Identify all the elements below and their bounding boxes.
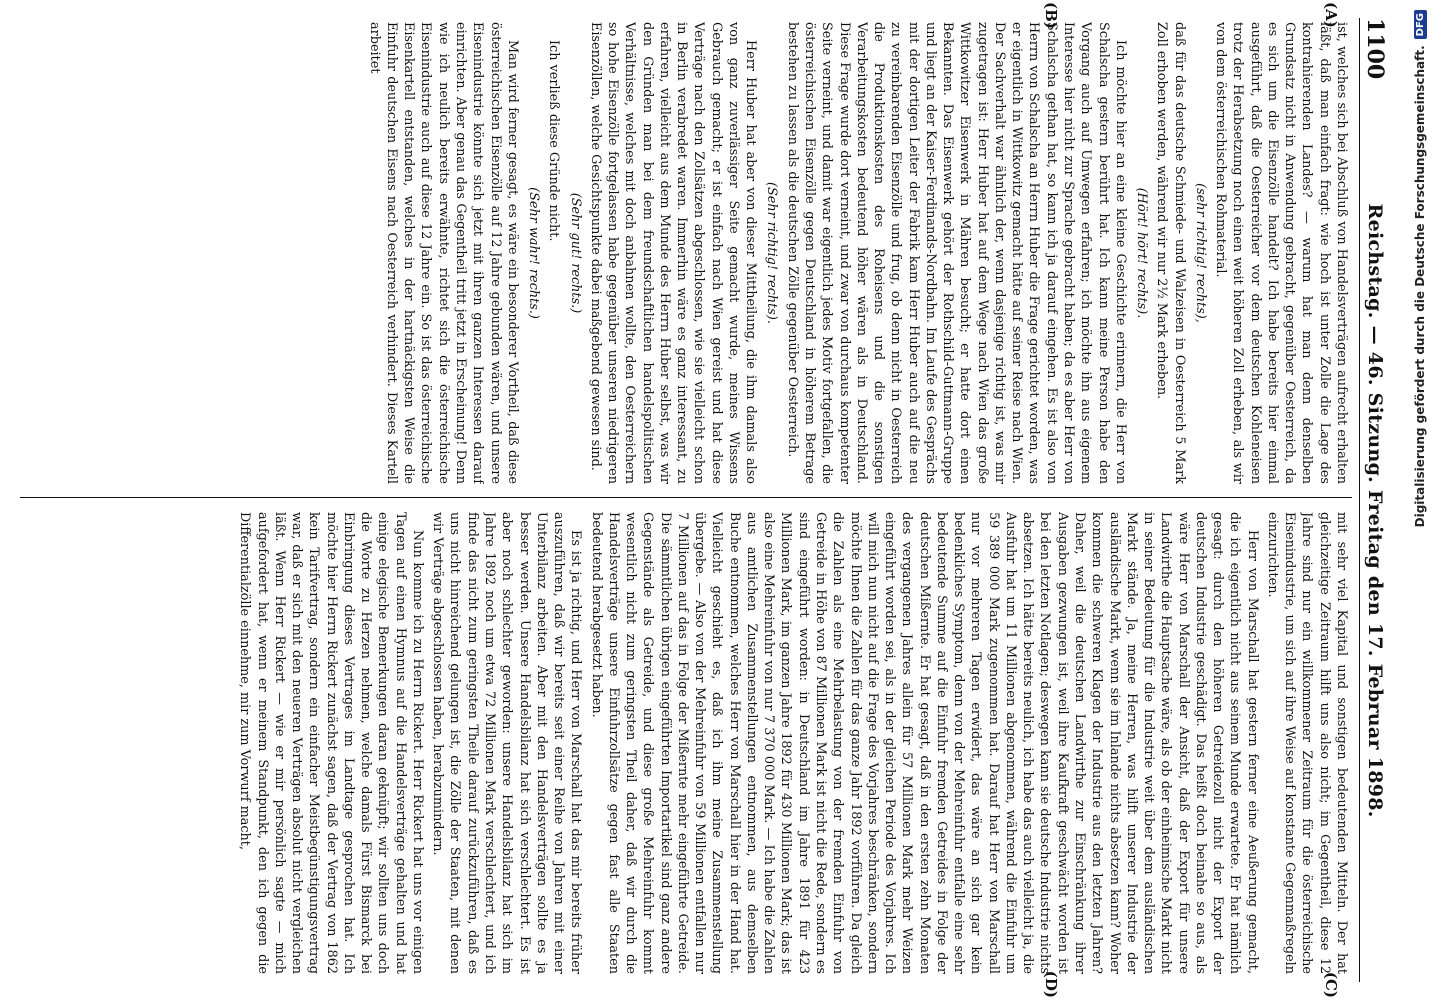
- left-column: [22, 22, 1350, 484]
- paragraph: Es ist ja richtig, und Herr von Marschall hat das mir bereits früher auszuführen, daß wir bereits seit einer Reihe von Jahren mit einer Unterbilanz arbeiten. Aber mit den Handelsverträgen sollte es ja besser werden. Unsere Handelsbilanz hat sich verschlechtert. Es ist aber noch schlechter geworden: unsere Handelsbilanz hat sich im Jahre 1892 noch um etwa 72 Millionen Mark verschlechtert, und ich finde das nicht zum geringsten Theile darauf zurückzuführen, daß es uns nicht hinreichend gelungen ist, die Zölle der Staaten, mit denen wir Verträge abgeschlossen haben, herabzumindern.: [430, 512, 584, 974]
- dfg-logo: DFG: [1414, 10, 1427, 39]
- page-number: 1100: [1362, 18, 1388, 80]
- paragraph: Herr Huber hat aber von dieser Mittheilung, die ihm damals also von ganz zuverlässiger Seite gemacht wurde, meines Wissens Gebrauch gemacht; er ist einfach nach Wien gereist und hat diese Verträge nach den Zollsätzen abgeschlossen, wie sie vielleicht schon in Berlin verabredet waren. Immerhin wäre es ganz interessant, zu erfahren, vielleicht aus dem Munde des Herrn Huber selbst, was wir den Gründen man bei dem freundschaftlichen handelspolitischen Verhältnisse, welches mit doch anbahnen wollte, den Oesterreichern so hohe Eisenzölle fortgelassen habe gegenüber unseren niedrigeren Eisenzöllen, welche Gesichtspunkte dabei maßgebend gewesen sind.: [587, 22, 759, 484]
- paragraph: Herr von Marschall hat gestern ferner eine Aeußerung gemacht, die ich eigentlich nicht aus seinem Munde erwartete. Er hat nämlich gesagt: durch den höheren Getreidezoll nicht der Export der deutschen Industrie geschädigt. Das heißt doch beinahe so aus, als wäre Herr von Marschall der Ansicht, daß der Export für unsere Landwirthe die Hauptsache wäre, als ob der einheimische Markt nicht in seiner Bedeutung für die Industrie weit über dem ausländischen Markt stände. Ja, meine Herren, was hilft unserer Industrie der ausländische Markt, wenn sie im Inlande nichts absetzen kann? Woher kommen die schweren Klagen der Industrie aus den letzten Jahren? Daher, weil die deutschen Landwirthe zur Einschränkung ihrer Ausgaben gezwungen ist, weil ihre Kaufkraft geschwächt worden ist bei den letzten Notlagen; deswegen kann sie deutsche Industrie nichts absetzen. Ich hätte bereits neulich, ich habe das auch vielleicht ja, die Ausfuhr hat um 11 Millionen abgenommen, während die Einfuhr um 59 389 000 Mark zugenommen hat. Darauf hat Herr von Marschall nur vor mehreren Tagen erwidert, das wäre an sich gar kein bedenkliches Symptom, denn von der Mehreinfuhr entfalle eine sehr bedeutende Summe auf die Einfuhr fremden Getreides in Folge der deutschen Mißernte. Er hat gesagt, daß in den ersten zehn Monaten des vergangenen Jahres allein für 57 Millionen Mark mehr Weizen eingeführt worden sei, als in der gleichen Periode des Vorjahres. Ich will mich nun nicht auf die Frage des Vorjahres beschränken, sondern möchte Ihnen die Zahlen für das ganze Jahr 1892 vorführen. Da gleich die Zahlen als eine Mehrbelastung von der fremden Einfuhr von Getreide in Höhe von 87 Millionen Mark ist nicht die Rede, sondern es sind eingeführt worden: in Deutschland im Jahre 1891 für 423 Millionen Mark, im ganzen Jahre 1892 für 430 Millionen Mark; das ist also eine Mehreinfuhr von nur 7 370 000 Mark. — Ich habe die Zahlen aus amtlichen Zusammenstellungen entnommen, aus demselben Buche entnommen, welches Herr von Marschall hier in der Hand hat. Vielleicht geschieht es, daß ich ihm meine Zusammenstellung übergebe. — Also von der Mehreinfuhr von 59 Millionen entfallen nur 7 Millionen auf das in Folge der Mißernte mehr eingeführte Getreide. Die sämmtlichen übrigen eingeführten Importartikel sind ganz andere Gegenstände als Getreide, und diese große Mehreinfuhr kommt wesentlich nicht zum geringsten Theil daher, daß wir durch die Handelsverträge unsere Einfuhrzollsätze gegen fast alle Staaten bedeutend herabgesetzt haben.: [588, 512, 1260, 974]
- interjection: (Sehr richtig! rechts).: [764, 182, 780, 324]
- margin-marker-d: (D): [1042, 970, 1060, 998]
- paragraph: Man wird ferner gesagt, es wäre ein besonderer Vortheil, daß diese österreichischen Eisenzölle auf 12 Jahre gebunden wären, und unsere Eisenindustrie könnte sich jetzt mit ihren ganzen Interessen darauf einrichten. Aber genau das Gegentheil tritt jetzt in Erscheinung! Denn wie ich neulich bereits erwähnte, richtet sich die österreichische Eisenindustrie auch auf diese 12 Jahre ein. So ist das österreichische Eisenkartell entstanden, welches in der hartnäckigsten Weise die Einfuhr deutschen Eisens nach Oesterreich verhindert. Dieses Kartell arbeitet: [366, 22, 520, 484]
- margin-marker-b: (B): [1042, 2, 1060, 29]
- paragraph: Ich verließ diese Gründe nicht.: [546, 40, 562, 242]
- column-divider: [20, 497, 1352, 498]
- paragraph: Nun komme ich zu Herrn Rickert. Herr Rickert hat uns vor einigen Tagen auf einen Hymnus auf die Handelsverträge gehalten und hat einige elegische Bemerkungen daran geknüpft; wir sollten uns doch die Worte zu Herzen nehmen, welche damals Fürst Bismarck bei Einbringung dieses Vertrages im Landtage gesprochen hat. Ich möchte hier Herrn Rickert zunächst sagen, daß der Vertrag von 1862 kein Tarifvertrag, sondern ein einfacher Meistbegünstigungsvertrag war, daß er sich mit den neueren Verträgen absolut nicht vergleichen läßt. Wenn Herr Rickert — wie er mir persönlich sagte — mich aufgefordert hat, wenn er meinem Standpunkt, den ich gegen die Differentialzölle einnehme, mir zum Vorwurf macht,: [237, 512, 425, 974]
- margin-marker-a: (A): [1322, 2, 1340, 28]
- interjection: (sehr richtig! rechts),: [1192, 183, 1208, 323]
- interjection: (Sehr wahr! rechts.): [526, 187, 542, 319]
- paragraph: mit sehr viel Kapital und sonstigen bedeutenden Mitteln. Der hat gleichzeitige Zeitraum hilft uns also nicht; im Gegentheil, diese 12 Jahre sind nur ein willkommener Zeitraum für die österreichische Eisenindustrie, um sich auf ihre Weise auf konstante Gegenmaßregeln einzurichten.: [1264, 512, 1349, 974]
- paragraph: Ich möchte hier an eine kleine Geschichte erinnern, die Herr von Schalscha gestern berührt hat. Ich kann meine Person habe den Vorgang auch auf Umwegen erfahren; ich möchte ihn aus eigenem Interesse hier nicht zur Sprache gebracht haben; da es aber Herr von Schalscha gethan hat, so kann ich ja darauf eingehen. Es ist also von Herrn von Schalscha an Herrn Huber die Frage gerichtet worden, was er eigentlich in Wittkowitz gemacht hätte auf seiner Reise nach Wien. Der Sachverhalt war ähnlich der, wenn dasjenige richtig ist, was mir zugetragen ist: Herr Huber hat auf dem Wege nach Wien das große Wittkowitzer Eisenwerk in Mähren besucht; er hatte dort einen Bekannten. Das Eisenwerk gehört der Rothschild-Guttmann-Gruppe und liegt an der Kaiser-Ferdinands-Nordbahn. Im Laufe des Gesprächs mit der dortigen Leiter der Fabrik kam Herr Huber auch auf die neu zu vereinbarenden Eisenzölle und frug, ob denn nicht in Oesterreich die Produktionskosten des Roheisens und die sonstigen Verarbeitungskosten bedeutend höher wären als in Deutschland. Diese Frage wurde dort verneint, und zwar von durchaus kompetenter Seite verneint, und damit war eigentlich jedes Motiv fortgefallen, die österreichischen Eisenzölle gegen Deutschland in höherem Betrage bestehen zu lassen als die deutschen Zölle gegenüber Oesterreich.: [784, 22, 1128, 484]
- right-column: [22, 512, 1350, 974]
- interjection: (Sehr gut! rechts.): [567, 192, 583, 314]
- footer-credit: Digitalisierung gefördert durch die Deutsche Forschungsgemeinschaft.: [1413, 45, 1427, 528]
- paragraph: daß für das deutsche Schmiede- und Walzeisen in Oesterreich 5 Mark Zoll erhoben werden, während wir nur 2½ Mark erheben.: [1154, 22, 1187, 484]
- interjection: (Hört! hört! rechts).: [1134, 187, 1150, 319]
- footer-text-container: [1408, 0, 1432, 1000]
- page-title: Reichstag. — 46. Sitzung. Freitag den 17. Februar 1898.: [1364, 203, 1386, 818]
- margin-marker-c: (C): [1322, 971, 1340, 998]
- digitization-footer: [1406, 0, 1432, 1000]
- page-header: [1359, 18, 1390, 982]
- paragraph: ist, welches sich bei Abschluß von Handelsverträgen aufrecht erhalten läßt, daß man einfach fragt: wie hoch ist unter Zolle die Lage des kontrahierenden Landes? — warum hat man denn denselben Grundsatz nicht in Anwendung gebracht, gegenüber Oesterreich, da es sich um die Eisenzölle handelt? Ich habe bereits hier einmal ausgeführt, daß die Oesterreicher vor dem deutschen Kohleneisen trotz der Herabsetzung noch einen weit höheren Zoll erheben, als wir von dem österreichischen Rohmaterial.: [1213, 22, 1349, 484]
